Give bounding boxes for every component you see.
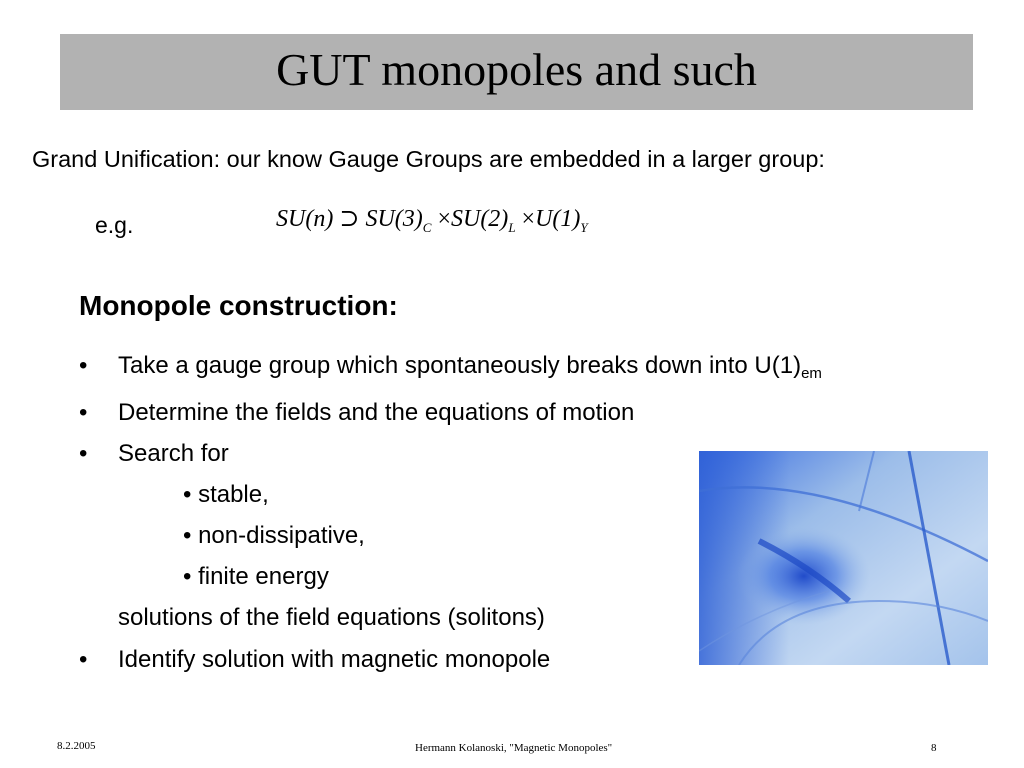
footer-date: 8.2.2005 bbox=[57, 740, 96, 752]
sub-item-non-dissipative: • non-dissipative, bbox=[183, 522, 365, 549]
list-item-search: Search for bbox=[118, 440, 229, 467]
list-item-determine: Determine the fields and the equations of motion bbox=[118, 399, 635, 426]
sub-item-finite-energy: • finite energy bbox=[183, 563, 329, 590]
formula-su3-sub: C bbox=[422, 220, 432, 235]
bullet-marker: • bbox=[79, 440, 88, 467]
bullet-marker: • bbox=[79, 399, 88, 426]
formula-times-2: × bbox=[521, 206, 536, 232]
formula-supset: ⊃ bbox=[339, 206, 360, 232]
title-bar bbox=[60, 34, 973, 110]
abstract-blue-image bbox=[699, 451, 988, 665]
formula-su2-sub: L bbox=[508, 220, 516, 235]
group-embedding-formula bbox=[276, 204, 588, 236]
list-item-subscript: em bbox=[801, 365, 822, 382]
formula-times-1: × bbox=[437, 206, 451, 232]
formula-u1: U(1) bbox=[535, 206, 581, 232]
sub-item-stable: • stable, bbox=[183, 481, 269, 508]
footer-page-number: 8 bbox=[931, 742, 937, 754]
footer-author: Hermann Kolanoski, "Magnetic Monopoles" bbox=[415, 742, 613, 754]
bullet-marker: • bbox=[79, 352, 88, 379]
list-item-identify: Identify solution with magnetic monopole bbox=[118, 646, 551, 673]
formula-su2: SU(2) bbox=[450, 206, 509, 232]
example-label: e.g. bbox=[95, 212, 134, 238]
bullet-marker: • bbox=[79, 646, 88, 673]
formula-su-n: SU(n) bbox=[276, 206, 334, 232]
formula-su3: SU(3) bbox=[365, 206, 423, 232]
intro-text: Grand Unification: our know Gauge Groups are embedded in a larger group: bbox=[32, 146, 825, 172]
formula-u1-sub: Y bbox=[580, 220, 588, 235]
list-item-text: Take a gauge group which spontaneously breaks down into U(1) bbox=[118, 352, 802, 379]
list-item-take-gauge bbox=[118, 352, 822, 382]
slide-title: GUT monopoles and such bbox=[276, 44, 757, 95]
solutions-text: solutions of the field equations (solitons) bbox=[118, 604, 545, 631]
section-heading: Monopole construction: bbox=[79, 290, 398, 321]
